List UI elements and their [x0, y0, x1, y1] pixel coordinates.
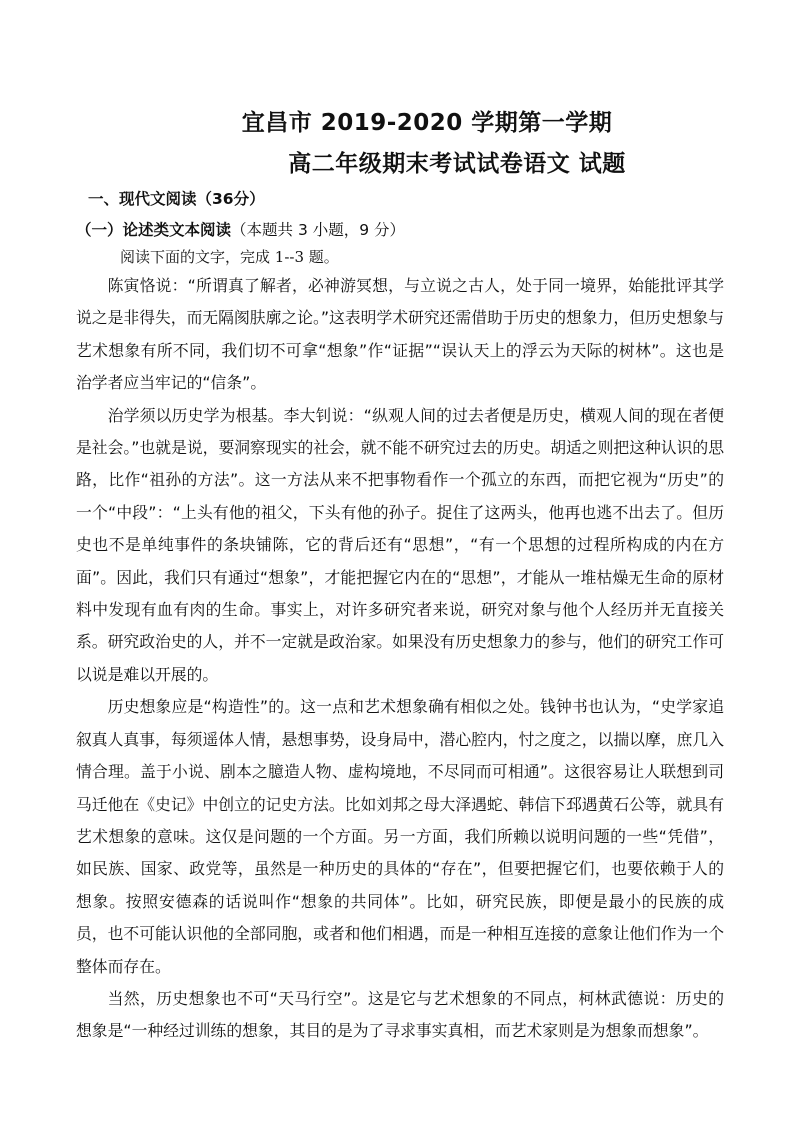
subsection-heading-note: （本题共 3 小题，9 分）: [231, 221, 406, 239]
subsection-heading: [76, 218, 405, 240]
reading-instruction: 阅读下面的文字，完成 1--3 题。: [120, 248, 339, 266]
passage-paragraph: 治学须以历史学为根基。李大钊说：“纵观人间的过去者便是历史，横观人间的现在者便是社会。”也就是说，要洞察现实的社会，就不能不研究过去的历史。胡适之则把这种认识的思路，比作“祖孙的方法”。这一方法从来不把事物看作一个孤立的东西，而把它视为“历史”的一个“中段”：“上头有他的祖父，下头有他的孙子。捉住了这两头，他再也逃不出去了。但历史也不是单纯事件的条块铺陈，它的背后还有“思想”，“有一个思想的过程所构成的内在方面”。因此，我们只有通过“想象”，才能把握它内在的“思想”，才能从一堆枯燥无生命的原材料中发现有血有肉的生命。事实上，对许多研究者来说，研究对象与他个人经历并无直接关系。研究政治史的人，并不一定就是政治家。如果没有历史想象力的参与，他们的研究工作可以说是难以开展的。: [76, 405, 724, 684]
passage-body: [76, 270, 724, 1048]
passage-paragraph: 当然，历史想象也不可“天马行空”。这是它与艺术想象的不同点，柯林武德说：历史的想象是“一种经过训练的想象，其目的是为了寻求事实真相，而艺术家则是为想象而想象”。: [76, 988, 724, 1041]
exam-title-line2: 高二年级期末考试试卷语文 试题: [288, 151, 626, 177]
subsection-heading-title: （一）论述类文本阅读: [76, 221, 232, 239]
section-heading: 一、现代文阅读（36分）: [88, 190, 265, 208]
exam-title-line1: 宜昌市 2019-2020 学期第一学期: [241, 110, 613, 136]
passage-paragraph: 陈寅恪说：“所谓真了解者，必神游冥想，与立说之古人，处于同一境界，始能批评其学说之是非得失，而无隔阂肤廓之论。”这表明学术研究还需借助于历史的想象力，但历史想象与艺术想象有所不同，我们切不可拿“想象”作“证据”“误认天上的浮云为天际的树林”。这也是治学者应当牢记的“信条”。: [76, 276, 724, 393]
passage-paragraph: 历史想象应是“构造性”的。这一点和艺术想象确有相似之处。钱钟书也认为，“史学家追叙真人真事，每须遥体人情，悬想事势，设身局中，潜心腔内，忖之度之，以揣以摩，庶几入情合理。盖于小说、剧本之臆造人物、虚构境地，不尽同而可相通”。这很容易让人联想到司马迁他在《史记》中创立的记史方法。比如刘邦之母大泽遇蛇、韩信下邳遇黄石公等，就具有艺术想象的意味。这仅是问题的一个方面。另一方面，我们所赖以说明问题的一些“凭借”，如民族、国家、政党等，虽然是一种历史的具体的“存在”，但要把握它们，也要依赖于人的想象。按照安德森的话说叫作“想象的共同体”。比如，研究民族，即便是最小的民族的成员，也不可能认识他的全部同胞，或者和他们相遇，而是一种相互连接的意象让他们作为一个整体而存在。: [76, 697, 724, 976]
